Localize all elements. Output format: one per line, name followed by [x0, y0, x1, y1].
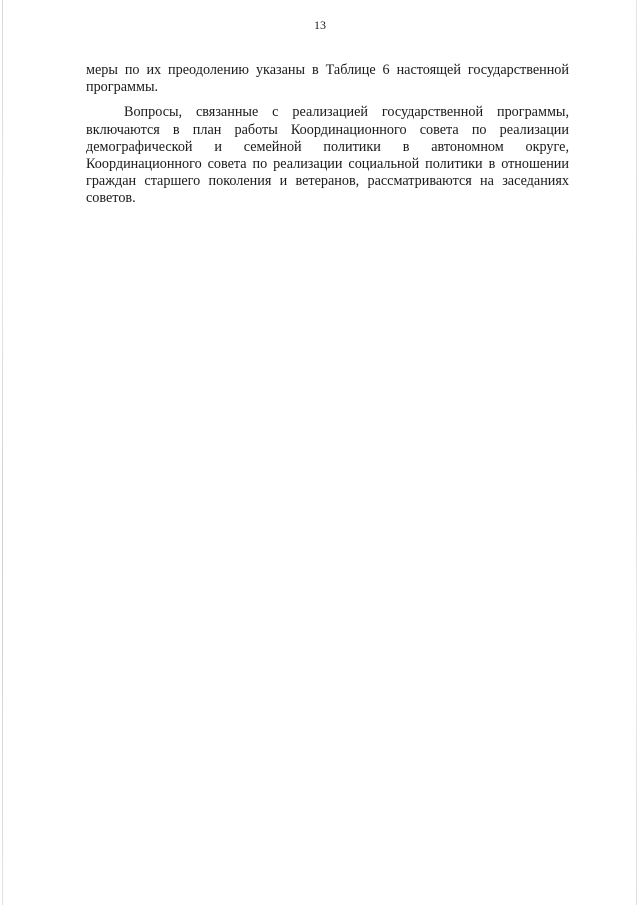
scan-edge-left [2, 0, 3, 905]
page-number: 13 [314, 18, 326, 32]
paragraph-coordination-councils: Вопросы, связанные с реализацией государственной программы, включаются в план работы Координационного совета по реализации демографической и семейной политики в автономном округе, Координационного совета по реализации социальной политики в отношении граждан старшего поколения и ветеранов, рассматриваются на заседаниях советов. [86, 104, 569, 207]
paragraph-continuation: меры по их преодолению указаны в Таблице 6 настоящей государственной программы. [86, 62, 569, 96]
document-body [86, 62, 569, 208]
scan-edge-right [636, 0, 637, 905]
